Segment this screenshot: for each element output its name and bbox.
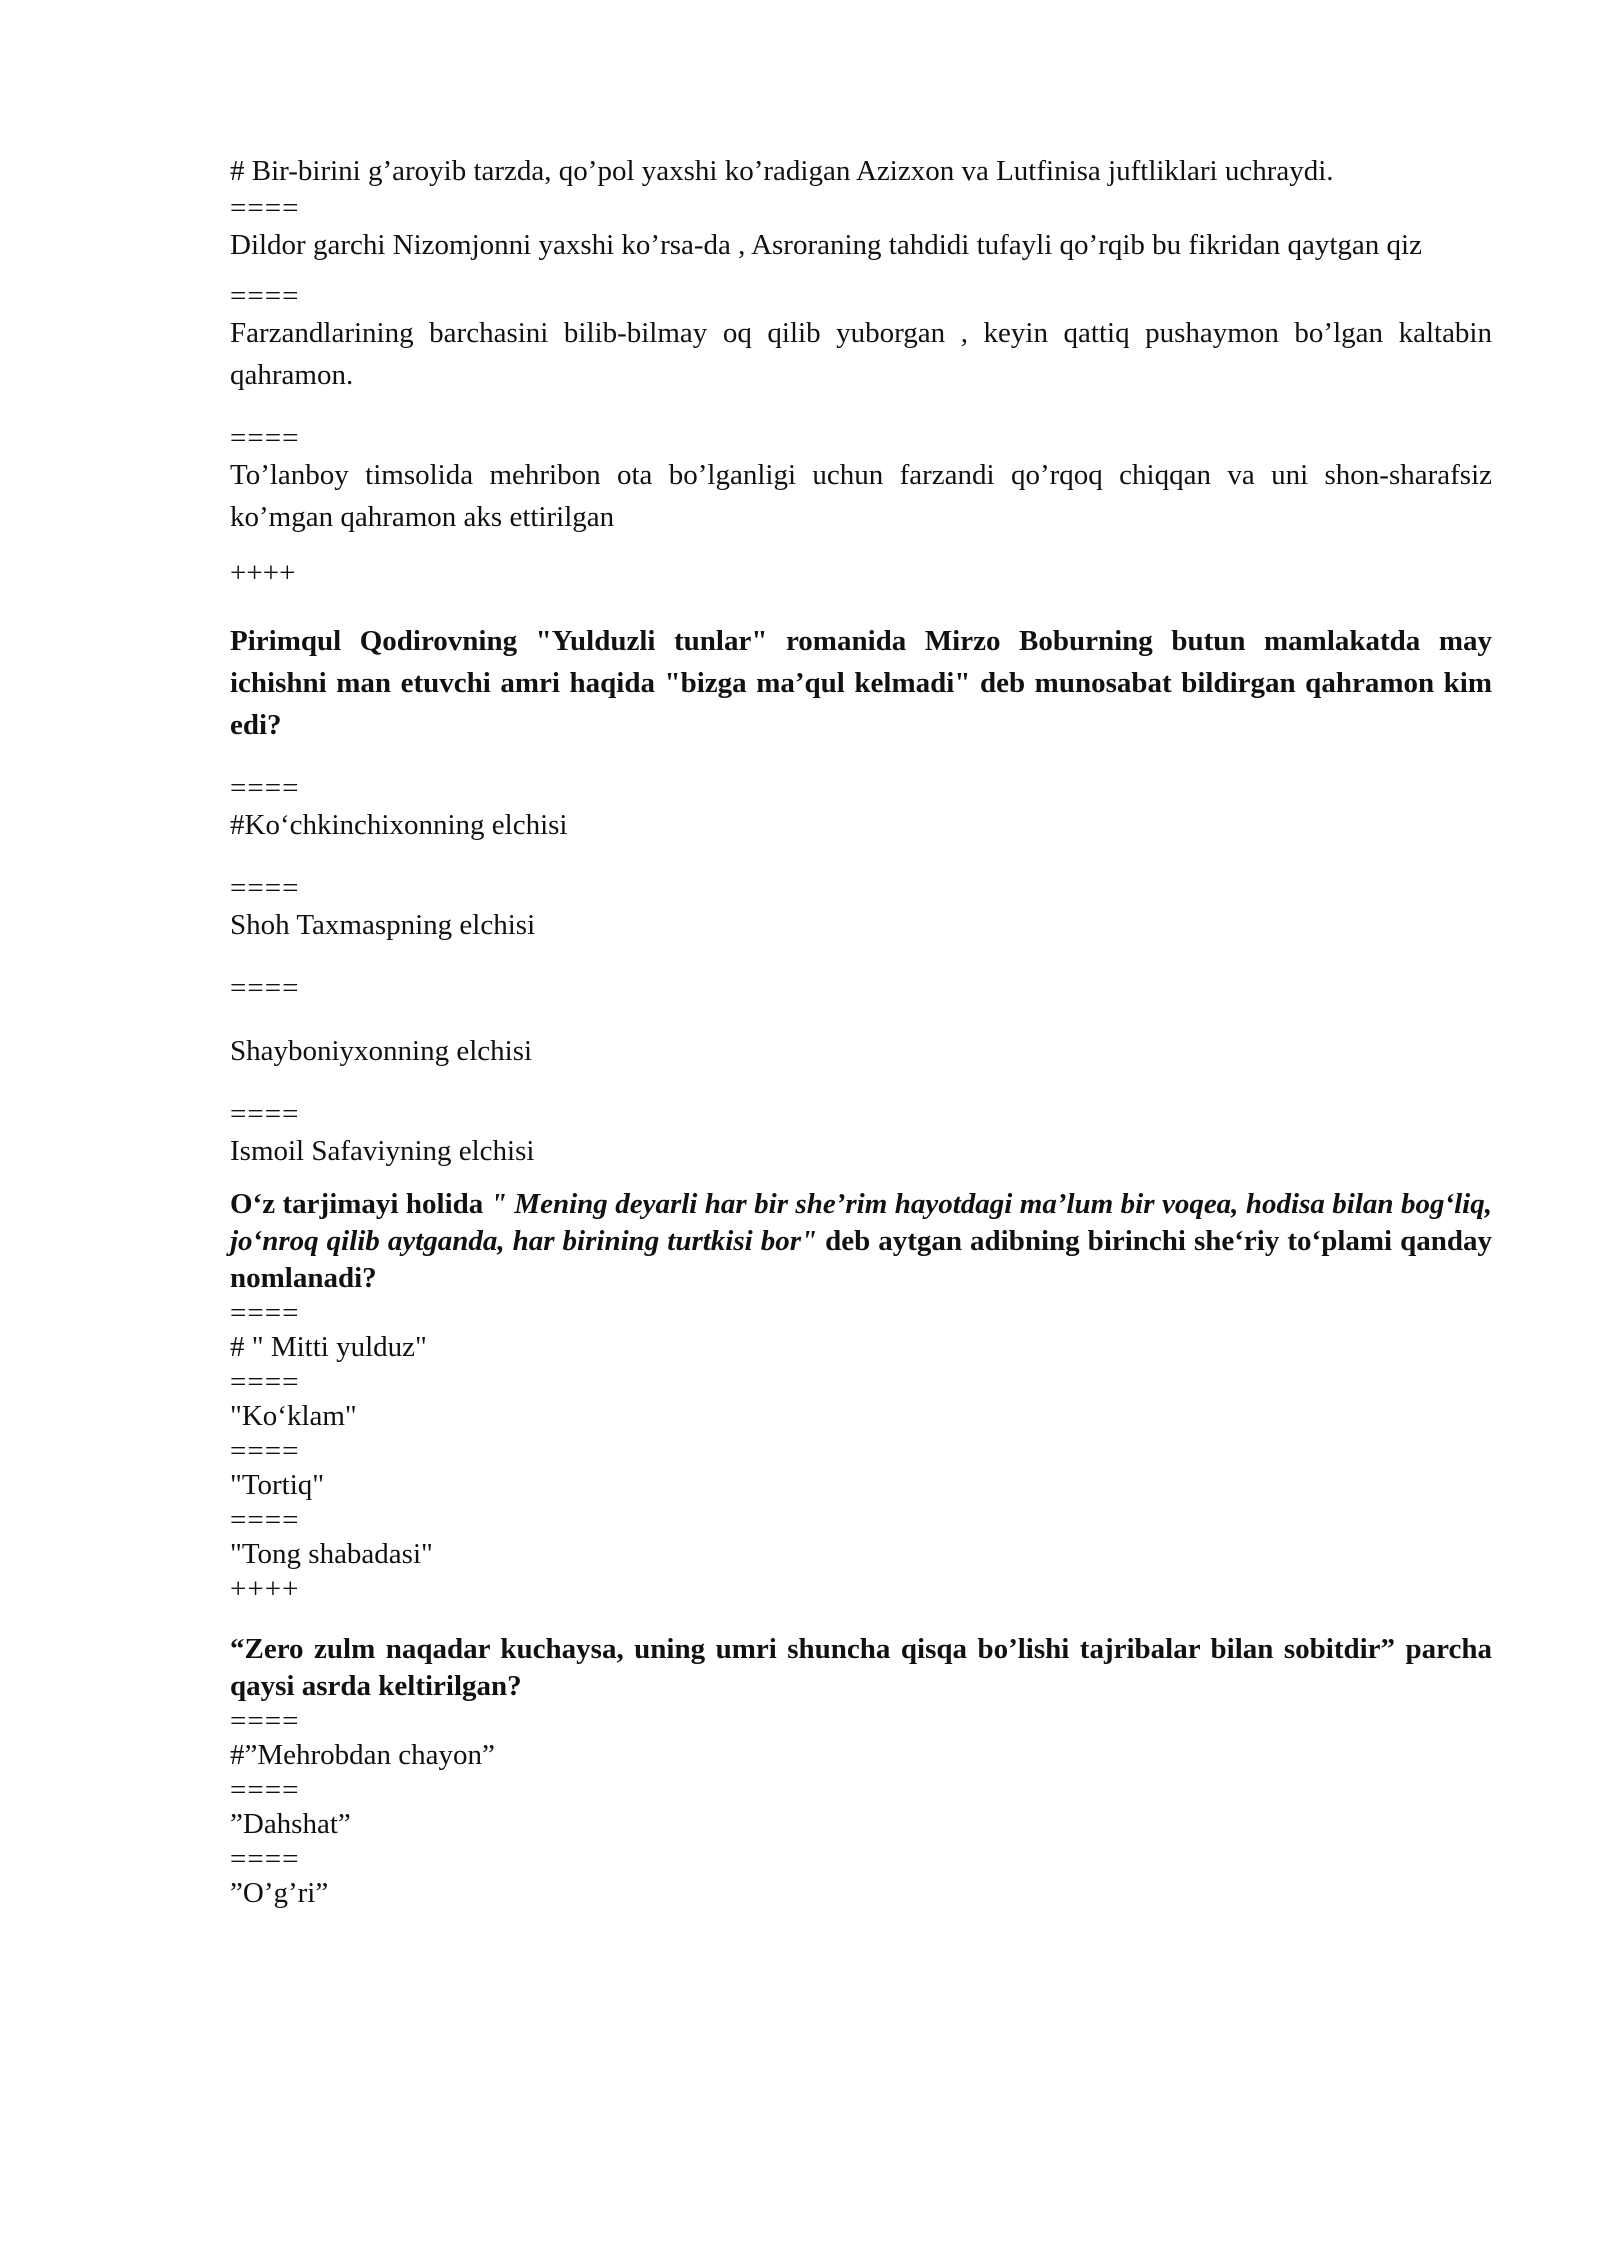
separator: ==== <box>230 1705 300 1737</box>
separator: ==== <box>230 772 300 804</box>
separator: ==== <box>230 1504 300 1536</box>
question-text: “Zero zulm naqadar kuchaysa, uning umri shuncha qisqa bo’lishi tajribalar bilan sobitdir” parcha qaysi asrda keltirilgan? <box>230 1633 1492 1702</box>
separator: ==== <box>230 1843 300 1875</box>
answer-text: # " Mitti yulduz" <box>230 1331 427 1363</box>
answer-text: To’lanboy timsolida mehribon ota bo’lganligi uchun farzandi qo’rqoq chiqqan va uni shon-sharafsiz ko’mgan qahramon aks ettirilgan <box>230 459 1492 533</box>
question-quote: " Mening deyarli har bir she’rim hayotdagi ma’lum bir voqea, hodisa bilan bog‘liq, jo‘nroq qilib aytganda, har birining turtkisi bor" <box>230 1188 1492 1257</box>
separator: ==== <box>230 1098 300 1130</box>
answer-text: "Tong shabadasi" <box>230 1538 433 1570</box>
separator: ==== <box>230 422 300 454</box>
answer-text: ”O’g’ri” <box>230 1877 329 1909</box>
answer-text: #Ko‘chkinchixonning elchisi <box>230 809 568 841</box>
question-text <box>230 1186 1492 1297</box>
separator: ==== <box>230 1297 300 1329</box>
separator: ==== <box>230 872 300 904</box>
separator: ==== <box>230 192 300 224</box>
separator: ==== <box>230 1435 300 1467</box>
answer-text: Shoh Taxmaspning elchisi <box>230 909 536 941</box>
question-text-end: deb aytgan adibning birinchi she‘riy to‘plami qanday nomlanadi? <box>230 1225 1492 1294</box>
question-text-start: O‘z tarjimayi holida <box>230 1188 491 1220</box>
separator: ==== <box>230 1774 300 1806</box>
answer-text: Dildor garchi Nizomjonni yaxshi ko’rsa-da , Asroraning tahdidi tufayli qo’rqib bu fikridan qaytgan qiz <box>230 229 1422 261</box>
answer-text: Shayboniyxonning elchisi <box>230 1035 533 1067</box>
document-page <box>230 150 1492 1912</box>
answer-text: Farzandlarining barchasini bilib-bilmay oq qilib yuborgan , keyin qattiq pushaymon bo’lgan kaltabin qahramon. <box>230 317 1492 391</box>
answer-text: "Tortiq" <box>230 1469 325 1501</box>
separator: ==== <box>230 972 300 1004</box>
answer-text: "Ko‘klam" <box>230 1400 357 1432</box>
answer-text: #”Mehrobdan chayon” <box>230 1739 495 1771</box>
question-text: Pirimqul Qodirovning "Yulduzli tunlar" romanida Mirzo Boburning butun mamlakatda may ichishni man etuvchi amri haqida "bizga ma’qul kelmadi" deb munosabat bildirgan qahramon kim edi? <box>230 625 1492 741</box>
block-end-marker: ++++ <box>230 557 296 589</box>
separator: ==== <box>230 280 300 312</box>
answer-text: ”Dahshat” <box>230 1808 351 1840</box>
answer-text: Ismoil Safaviyning elchisi <box>230 1135 535 1167</box>
block-end-marker: ++++ <box>230 1573 300 1605</box>
answer-text: # Bir-birini g’aroyib tarzda, qo’pol yaxshi ko’radigan Azizxon va Lutfinisa juftliklari uchraydi. <box>230 155 1334 187</box>
separator: ==== <box>230 1366 300 1398</box>
